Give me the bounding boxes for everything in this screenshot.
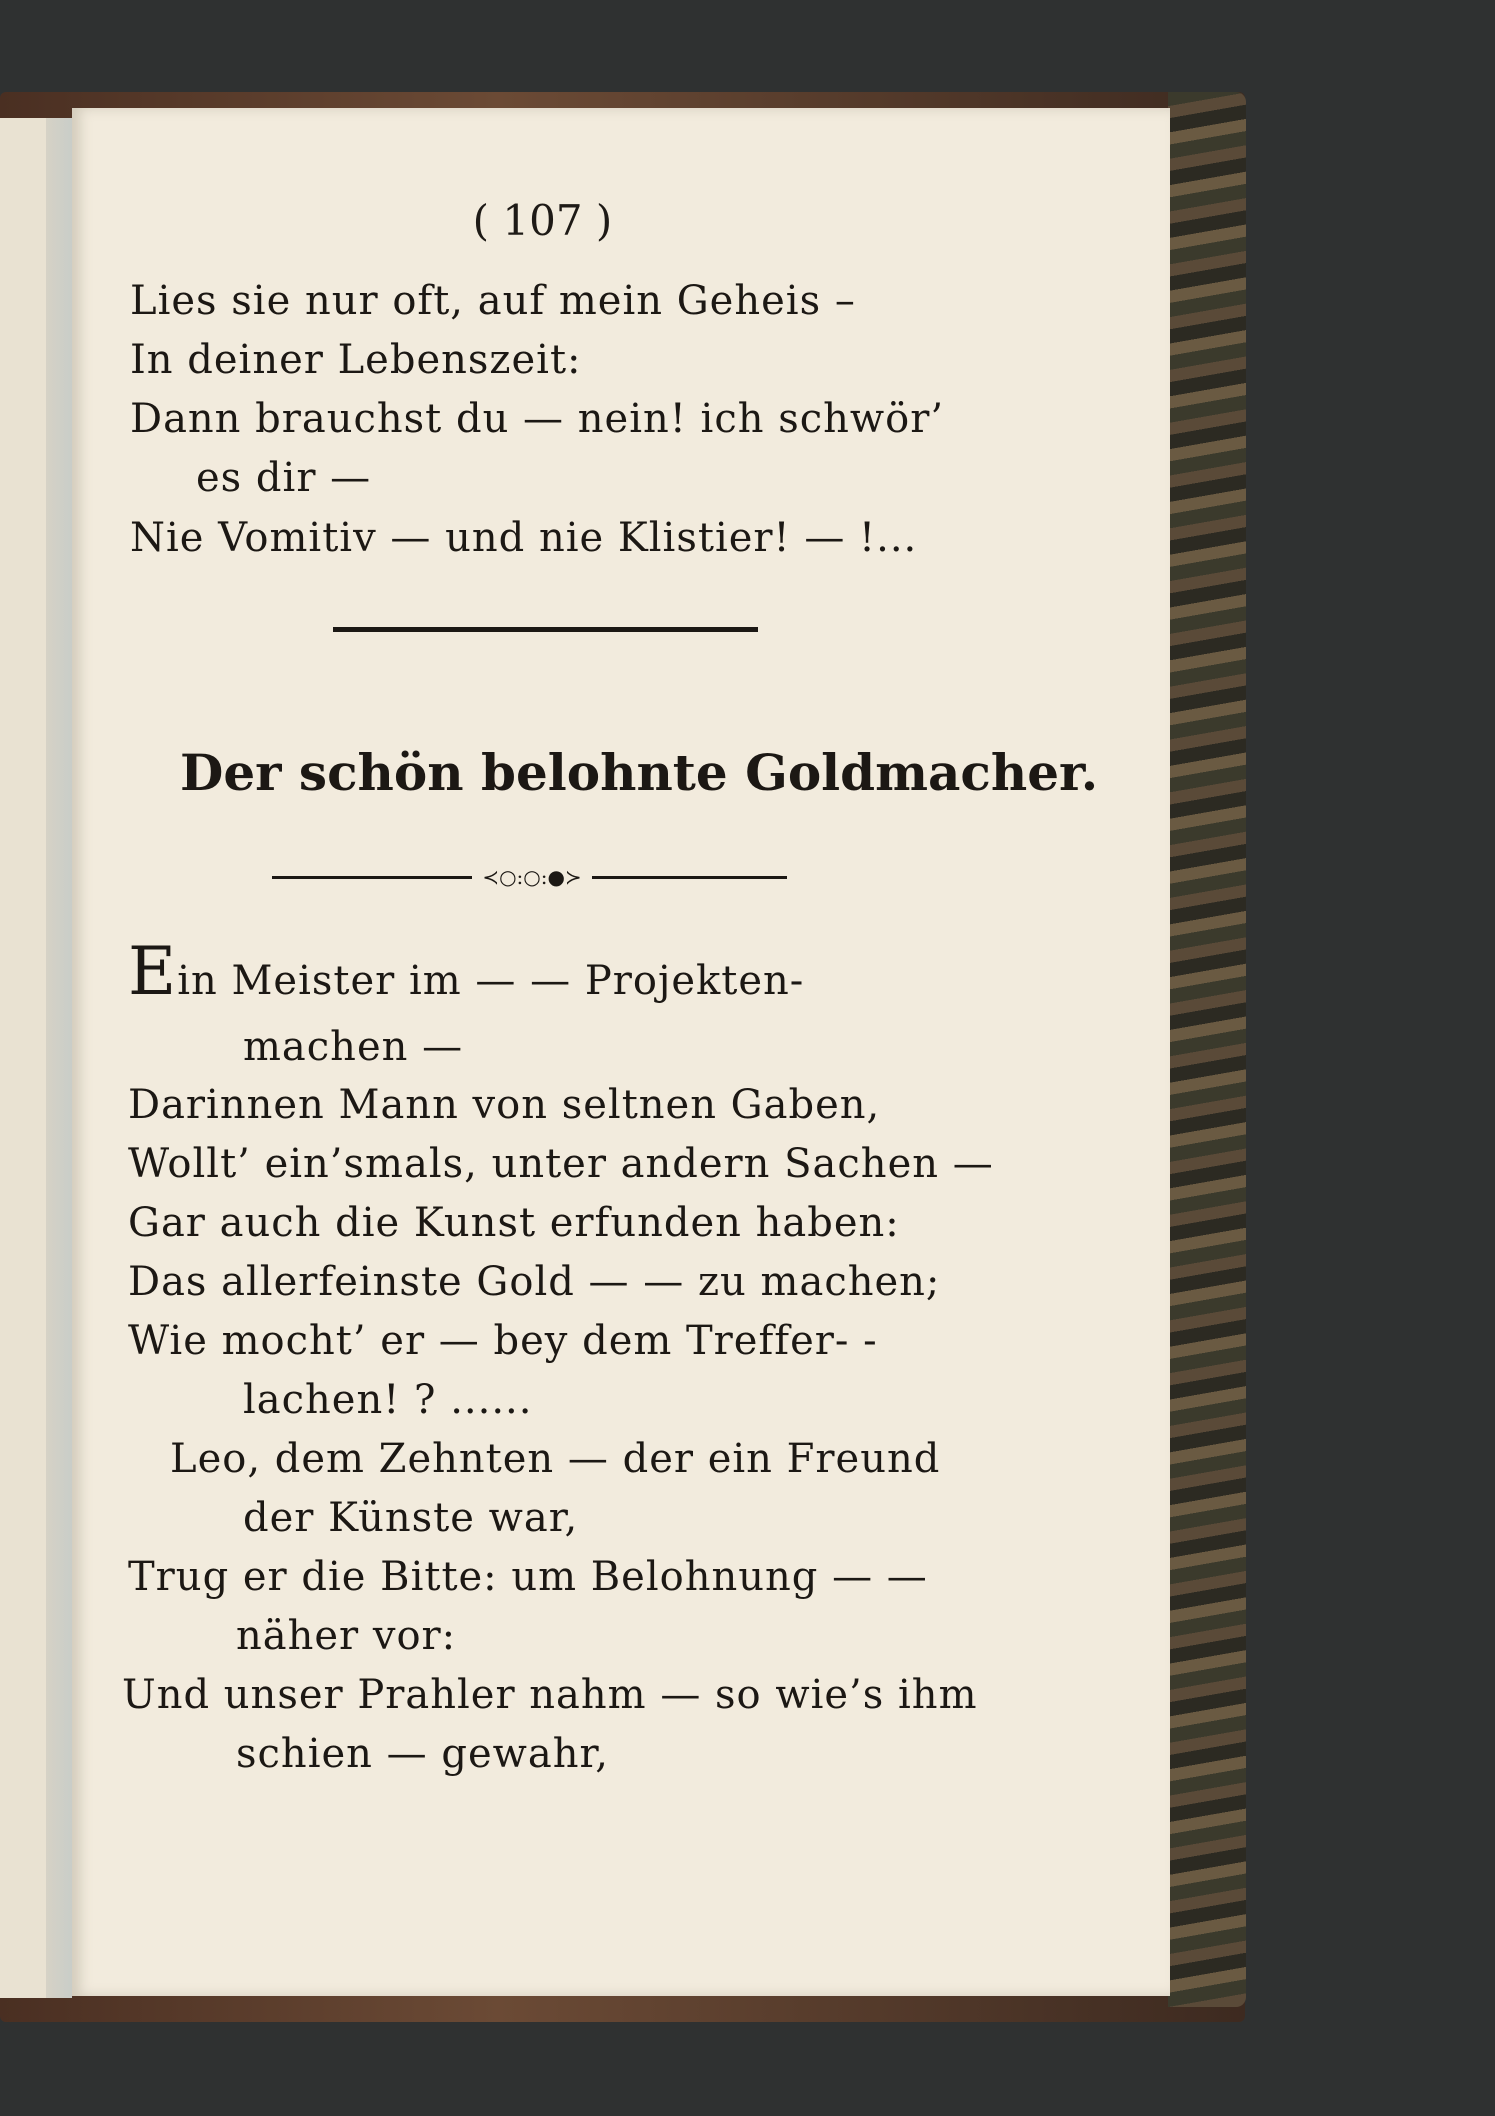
book-fore-edge xyxy=(1168,92,1246,2007)
poem-end-line-5: Nie Vomitiv — und nie Klistier! — !... xyxy=(130,515,918,561)
poem-line-13: Und unser Prahler nahm — so wie’s ihm xyxy=(122,1672,978,1718)
page-gutter xyxy=(46,118,72,1998)
ornament-bar-left xyxy=(272,876,472,879)
poem-line-5: Gar auch die Kunst erfunden haben: xyxy=(128,1200,900,1246)
ornament-icon: ≺○:○:●≻ xyxy=(482,865,582,889)
section-title: Der schön belohnte Goldmacher. xyxy=(180,743,1099,802)
left-page-edge xyxy=(0,118,48,1998)
drop-cap: E xyxy=(128,933,178,1010)
poem-line-10: der Künste war, xyxy=(243,1495,579,1541)
ornament-bar-right xyxy=(592,876,787,879)
poem-end-line-1: Lies sie nur oft, auf mein Geheis – xyxy=(130,278,856,324)
page-number: ( 107 ) xyxy=(472,196,613,245)
poem-line-7: Wie mocht’ er — bey dem Treffer- - xyxy=(128,1318,878,1364)
poem-line-3: Darinnen Mann von seltnen Gaben, xyxy=(128,1082,881,1128)
poem-line-6: Das allerfeinste Gold — — zu machen; xyxy=(128,1259,941,1305)
poem-end-line-4: es dir — xyxy=(196,455,372,501)
poem-line-4: Wollt’ ein’smals, unter andern Sachen — xyxy=(128,1141,994,1187)
poem-end-line-2: In deiner Lebenszeit: xyxy=(130,337,582,383)
poem-line-12: näher vor: xyxy=(236,1613,457,1659)
poem-line-1-text: in Meister im — — Projekten- xyxy=(177,958,805,1004)
poem-line-8: lachen! ? ...... xyxy=(243,1377,533,1423)
poem-line-11: Trug er die Bitte: um Belohnung — — xyxy=(128,1554,928,1600)
poem-line-9: Leo, dem Zehnten — der ein Freund xyxy=(170,1436,941,1482)
poem-line-14: schien — gewahr, xyxy=(236,1731,609,1777)
ornamental-rule xyxy=(272,864,787,890)
section-divider xyxy=(333,627,758,632)
poem-line-2: machen — xyxy=(243,1024,464,1070)
poem-end-line-3: Dann brauchst du — nein! ich schwör’ xyxy=(130,396,945,442)
poem-line-1 xyxy=(128,933,805,1010)
